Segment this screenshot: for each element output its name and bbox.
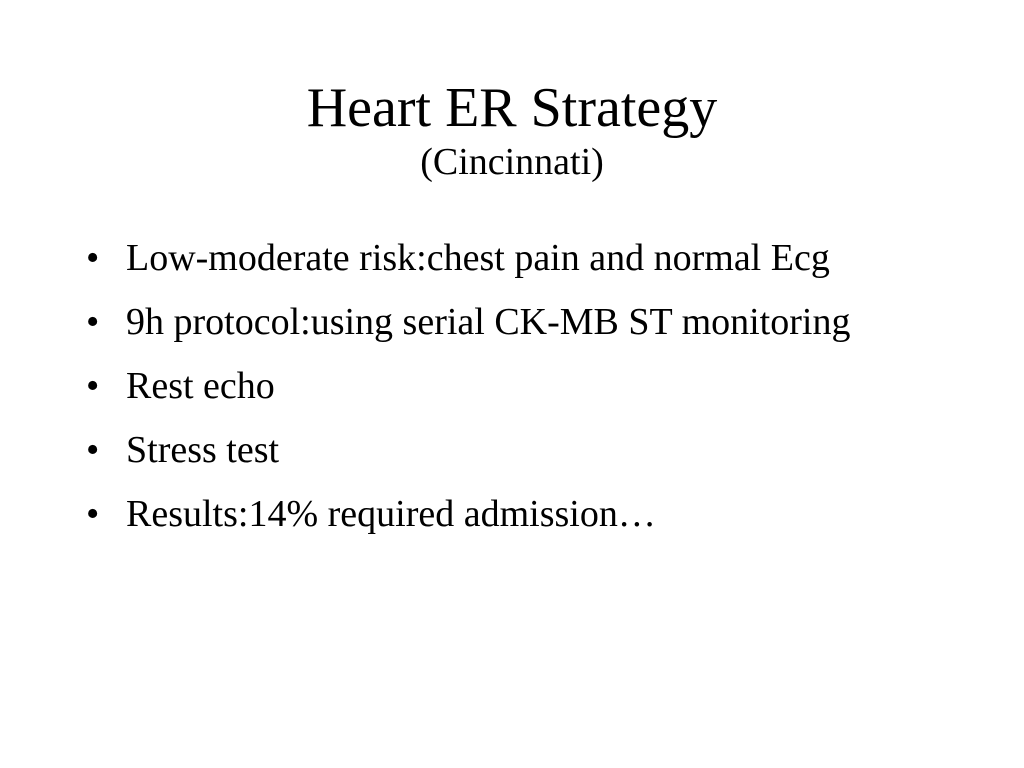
- bullet-item: [82, 488, 912, 540]
- title-block: [0, 76, 1024, 184]
- bullet-icon: •: [86, 237, 100, 279]
- bullet-text: Low-moderate risk:chest pain and normal Ecg: [126, 237, 830, 279]
- slide-subtitle: (Cincinnati): [420, 141, 604, 183]
- bullet-icon: •: [86, 365, 100, 407]
- bullet-item: [82, 360, 912, 412]
- bullet-text: 9h protocol:using serial CK-MB ST monitoring: [126, 301, 851, 343]
- slide-title: Heart ER Strategy: [306, 77, 718, 139]
- bullet-text: Stress test: [126, 429, 280, 471]
- bullet-icon: •: [86, 493, 100, 535]
- bullet-text: Results:14% required admission…: [126, 493, 656, 535]
- bullet-item: [82, 296, 912, 348]
- bullet-icon: •: [86, 429, 100, 471]
- bullet-item: [82, 424, 912, 476]
- bullet-item: [82, 232, 912, 284]
- bullet-icon: •: [86, 301, 100, 343]
- bullet-text: Rest echo: [126, 365, 275, 407]
- bullet-list: [82, 232, 912, 552]
